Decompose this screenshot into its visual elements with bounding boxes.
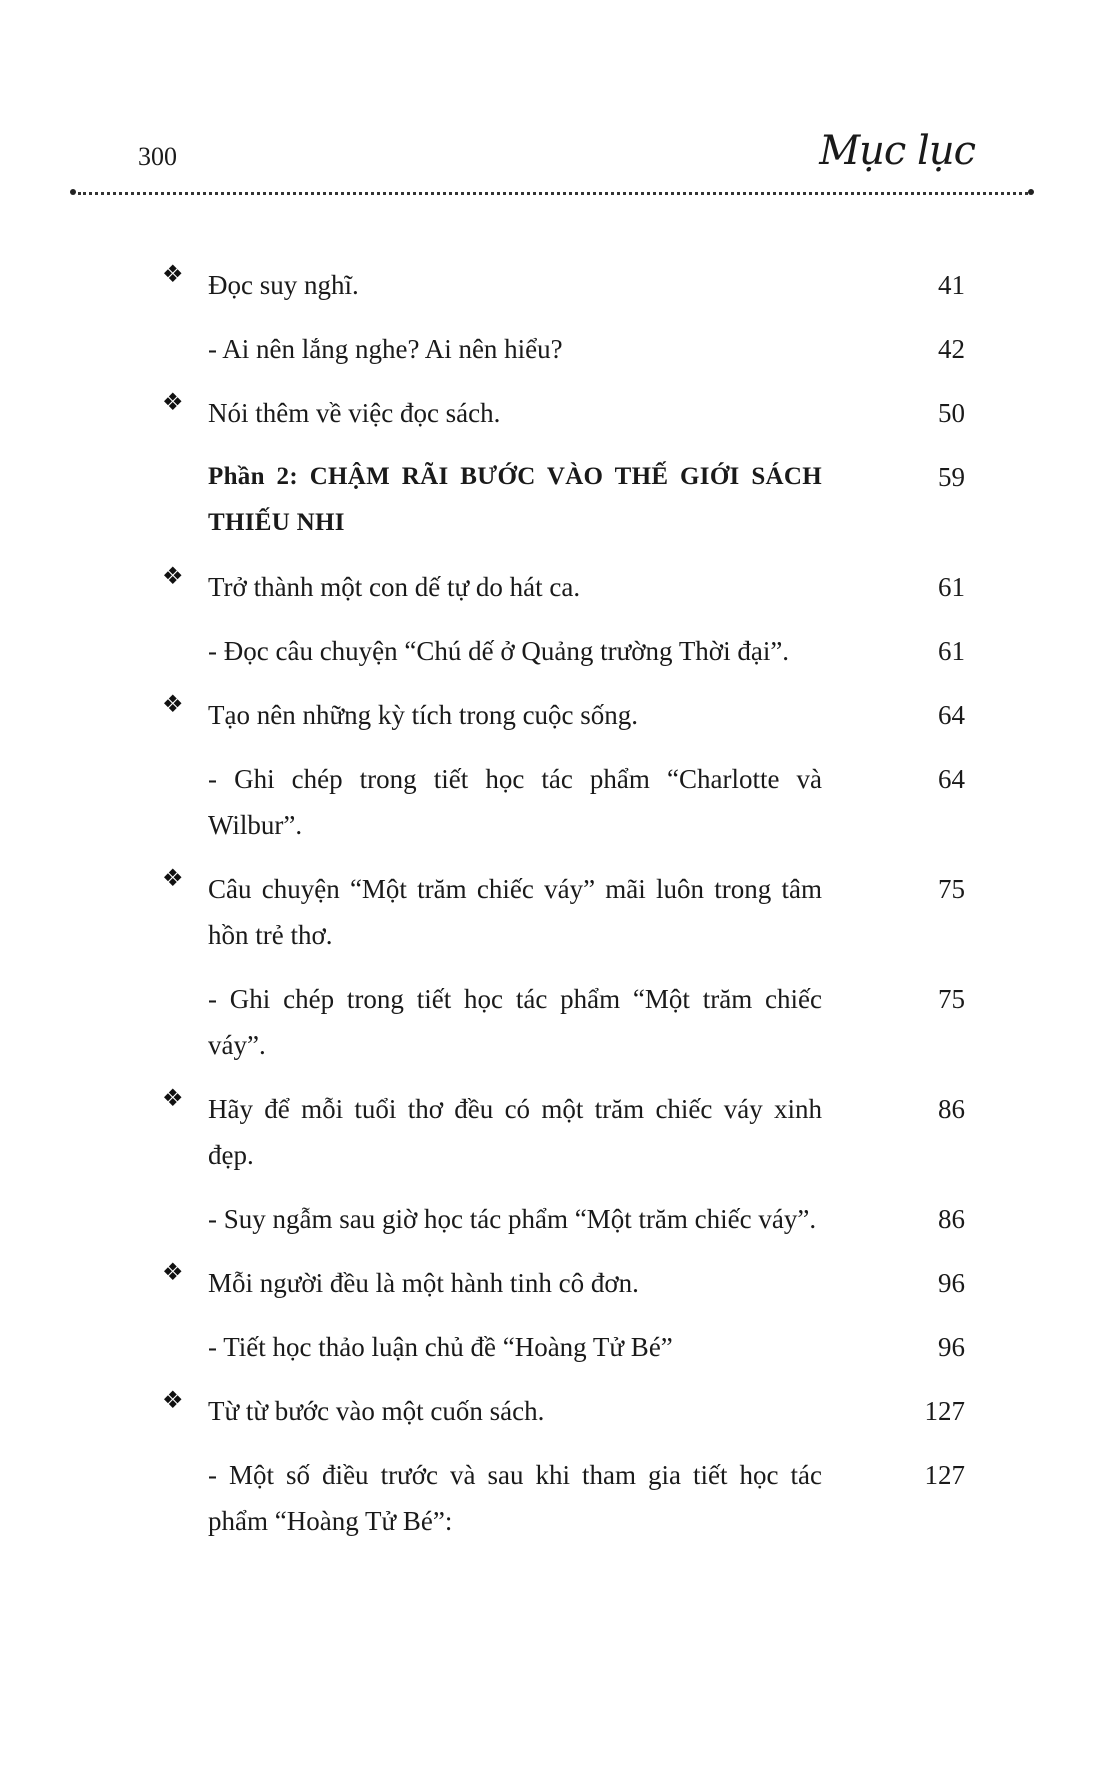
toc-entry-title: Phần 2: CHẬM RÃI BƯỚC VÀO THẾ GIỚI SÁCH THIẾU NHI [208,463,822,536]
toc-entry-page-number: 42 [938,334,965,364]
toc-entry-title: - Ghi chép trong tiết học tác phẩm “Một trăm chiếc váy”. [208,984,822,1060]
toc-entry-page-number: 61 [938,572,965,602]
diamond-fleuron-icon: ❖ [162,388,184,416]
toc-entry [0,1196,1103,1242]
toc-entry-title: - Ai nên lắng nghe? Ai nên hiểu? [208,334,563,364]
rule-end-dot-left [70,189,76,195]
toc-entry [0,692,1103,738]
toc-entry [0,564,1103,610]
toc-entry-page-number: 61 [938,636,965,666]
page-number: 300 [138,142,177,171]
toc-entry [0,1086,1103,1178]
toc-entry-page-number: 127 [924,1460,965,1490]
toc-entry [0,1388,1103,1434]
diamond-fleuron-icon: ❖ [162,1258,184,1286]
toc-entry [0,976,1103,1068]
toc-entry-page-number: 64 [938,764,965,794]
toc-entry-title: Nói thêm về việc đọc sách. [208,398,501,428]
toc-entry-title: - Tiết học thảo luận chủ đề “Hoàng Tử Bé” [208,1332,673,1362]
toc-entry-title: - Một số điều trước và sau khi tham gia tiết học tác phẩm “Hoàng Tử Bé”: [208,1460,822,1536]
diamond-fleuron-icon: ❖ [162,260,184,288]
running-title: Mục lục [819,128,975,174]
toc-entry-title: Mỗi người đều là một hành tinh cô đơn. [208,1268,639,1298]
diamond-fleuron-icon: ❖ [162,1386,184,1414]
toc-entry [0,262,1103,308]
toc-entry-page-number: 96 [938,1268,965,1298]
diamond-fleuron-icon: ❖ [162,864,184,892]
toc-entry [0,628,1103,674]
toc-entry-page-number: 86 [938,1204,965,1234]
toc-entry-title: Từ từ bước vào một cuốn sách. [208,1396,545,1426]
header-dotted-rule [78,192,1028,195]
toc-entry-page-number: 50 [938,398,965,428]
toc-entry-title: - Đọc câu chuyện “Chú dế ở Quảng trường Thời đại”. [208,636,790,666]
toc-section-heading [0,454,1103,546]
toc-entry-page-number: 75 [938,874,965,904]
toc-entry-title: Trở thành một con dế tự do hát ca. [208,572,581,602]
diamond-fleuron-icon: ❖ [162,562,184,590]
toc-entry-page-number: 75 [938,984,965,1014]
toc-entry-title: Hãy để mỗi tuổi thơ đều có một trăm chiếc váy xinh đẹp. [208,1094,822,1170]
toc-entry [0,390,1103,436]
diamond-fleuron-icon: ❖ [162,690,184,718]
toc-entry [0,866,1103,958]
toc-entry-title: Đọc suy nghĩ. [208,270,359,300]
toc-entry [0,1452,1103,1544]
toc-entry-title: Câu chuyện “Một trăm chiếc váy” mãi luôn trong tâm hồn trẻ thơ. [208,874,822,950]
toc-entry-page-number: 41 [938,270,965,300]
toc-entry-title: Tạo nên những kỳ tích trong cuộc sống. [208,700,639,730]
toc-entry-title: - Ghi chép trong tiết học tác phẩm “Charlotte và Wilbur”. [208,764,822,840]
toc-entry-page-number: 127 [924,1396,965,1426]
toc-entry-page-number: 64 [938,700,965,730]
toc-entry-page-number: 59 [938,462,965,492]
toc-entry-page-number: 86 [938,1094,965,1124]
toc-entry-title: - Suy ngẫm sau giờ học tác phẩm “Một trăm chiếc váy”. [208,1204,817,1234]
toc-entry [0,326,1103,372]
diamond-fleuron-icon: ❖ [162,1084,184,1112]
toc-entry [0,1324,1103,1370]
toc-entry [0,1260,1103,1306]
table-of-contents [0,262,1103,1562]
rule-end-dot-right [1028,189,1034,195]
toc-entry [0,756,1103,848]
toc-entry-page-number: 96 [938,1332,965,1362]
